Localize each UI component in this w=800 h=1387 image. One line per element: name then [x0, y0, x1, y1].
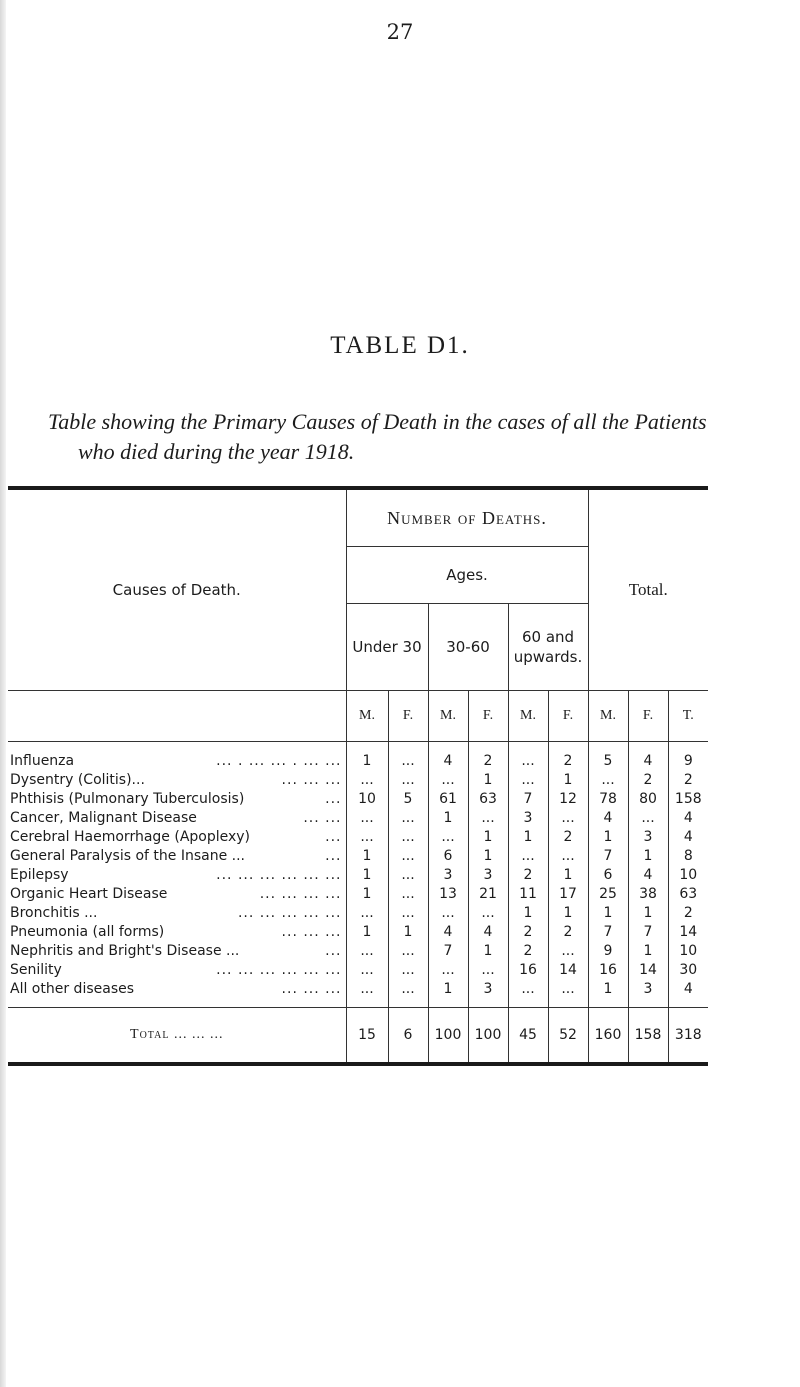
- cause-name: Bronchitis ...: [10, 905, 98, 921]
- value-cell: ...: [548, 980, 588, 1008]
- cause-cell: [8, 790, 346, 809]
- total-dots: ... ...: [191, 1027, 224, 1042]
- value-cell: 1: [468, 942, 508, 961]
- cause-name: Organic Heart Disease: [10, 886, 168, 902]
- cause-cell: [8, 980, 346, 1008]
- value-cell: 4: [468, 923, 508, 942]
- value-cell: ...: [468, 904, 508, 923]
- value-cell: 14: [548, 961, 588, 980]
- value-cell: ...: [388, 885, 428, 904]
- value-cell: 2: [508, 942, 548, 961]
- cause-cell: [8, 771, 346, 790]
- table-bottom-rule: [8, 1062, 708, 1066]
- value-cell: 1: [548, 904, 588, 923]
- cause-line: [10, 885, 346, 904]
- value-cell: ...: [428, 961, 468, 980]
- table-row: [8, 866, 708, 885]
- cause-line: [10, 790, 346, 809]
- value-cell: ...: [508, 771, 548, 790]
- cause-cell: [8, 809, 346, 828]
- table-row: [8, 942, 708, 961]
- deaths-table: [8, 490, 708, 1062]
- value-cell: 1: [428, 809, 468, 828]
- value-cell: 80: [628, 790, 668, 809]
- cause-leader-dots: ... ... ...: [281, 981, 342, 997]
- value-cell: 1: [468, 847, 508, 866]
- table-caption: [48, 407, 788, 467]
- cause-cell: [8, 866, 346, 885]
- value-cell: 1: [346, 847, 388, 866]
- total-value: 318: [668, 1008, 708, 1063]
- value-cell: 14: [679, 924, 698, 940]
- value-cell: 3: [628, 980, 668, 1008]
- cause-line: [10, 752, 346, 771]
- value-cell: 1: [628, 942, 668, 961]
- value-cell: ...: [468, 809, 508, 828]
- cause-leader-dots: ... ... ... ... ...: [237, 905, 342, 921]
- cause-line: [10, 923, 346, 942]
- table-row: [8, 742, 708, 772]
- cause-name: Pneumonia (all forms): [10, 924, 165, 940]
- value-cell: ...: [468, 961, 508, 980]
- value-cell: 3: [468, 980, 508, 1008]
- sex-header-row: [8, 691, 708, 742]
- cause-leader-dots: ... ... ...: [281, 772, 342, 788]
- value-cell: 7: [428, 942, 468, 961]
- header-sex-label: M.: [346, 691, 388, 742]
- cause-line: [10, 847, 346, 866]
- table-row: [8, 923, 708, 942]
- value-cell: 8: [683, 848, 693, 864]
- value-cell: 3: [628, 828, 668, 847]
- value-cell: 13: [428, 885, 468, 904]
- total-value: 158: [628, 1008, 668, 1063]
- cause-line: [10, 828, 346, 847]
- total-value: 6: [388, 1008, 428, 1063]
- header-total: Total.: [628, 580, 668, 599]
- cause-name: Dysentry (Colitis)...: [10, 772, 145, 788]
- value-cell: 11: [508, 885, 548, 904]
- value-cell: 2: [508, 923, 548, 942]
- header-blank-cell: [8, 691, 346, 742]
- value-cell: 1: [628, 904, 668, 923]
- total-value: 160: [588, 1008, 628, 1063]
- table-row: [8, 885, 708, 904]
- value-cell: ...: [588, 771, 628, 790]
- value-cell: 9: [683, 753, 693, 769]
- value-cell: ...: [628, 809, 668, 828]
- value-cell: ...: [346, 904, 388, 923]
- cause-leader-dots: ... ... ... ... ... ...: [216, 867, 342, 883]
- value-cell: ...: [548, 942, 588, 961]
- total-label-cell: [8, 1008, 346, 1063]
- table-row: [8, 809, 708, 828]
- value-cell: 2: [548, 742, 588, 772]
- table-body: [8, 742, 708, 1008]
- table-row: [8, 980, 708, 1008]
- cause-cell: [8, 904, 346, 923]
- value-cell: 2: [628, 771, 668, 790]
- value-cell: 1: [346, 866, 388, 885]
- value-cell: 4: [628, 742, 668, 772]
- header-sex-label: F.: [388, 691, 428, 742]
- value-cell: 1: [508, 828, 548, 847]
- value-cell: 2: [548, 923, 588, 942]
- value-cell: 1: [468, 771, 508, 790]
- value-cell: ...: [388, 847, 428, 866]
- value-cell: ...: [428, 828, 468, 847]
- total-value: 100: [428, 1008, 468, 1063]
- cause-name: Nephritis and Bright's Disease ...: [10, 943, 240, 959]
- header-sex-label: T.: [668, 691, 708, 742]
- value-cell: 38: [628, 885, 668, 904]
- value-cell: ...: [548, 847, 588, 866]
- value-cell: 4: [683, 810, 693, 826]
- value-cell: 9: [588, 942, 628, 961]
- value-cell: 1: [588, 904, 628, 923]
- value-cell: 1: [548, 866, 588, 885]
- value-cell: 158: [674, 791, 702, 807]
- value-cell: ...: [346, 771, 388, 790]
- value-cell: 30: [679, 962, 698, 978]
- cause-name: Senility: [10, 962, 62, 978]
- value-cell: 10: [679, 943, 698, 959]
- value-cell: 1: [428, 980, 468, 1008]
- value-cell: 2: [548, 828, 588, 847]
- value-cell: 1: [588, 828, 628, 847]
- cause-cell: [8, 961, 346, 980]
- value-cell: 12: [548, 790, 588, 809]
- cause-line: [10, 771, 346, 790]
- value-cell: ...: [428, 904, 468, 923]
- cause-name: Cerebral Haemorrhage (Apoplexy): [10, 829, 251, 845]
- value-cell: 7: [628, 923, 668, 942]
- header-ages: Ages.: [346, 547, 588, 604]
- total-value: 52: [548, 1008, 588, 1063]
- value-cell: 3: [428, 866, 468, 885]
- value-cell: 1: [508, 904, 548, 923]
- value-cell: 4: [428, 923, 468, 942]
- value-cell: 4: [588, 809, 628, 828]
- caption-line-2: who died during the year 1918.: [78, 439, 355, 464]
- cause-cell: [8, 942, 346, 961]
- cause-cell: [8, 828, 346, 847]
- value-cell: ...: [346, 828, 388, 847]
- cause-line: [10, 980, 346, 999]
- cause-cell: [8, 742, 346, 772]
- value-cell: 6: [428, 847, 468, 866]
- header-number-of-deaths: Number of Deaths.: [346, 490, 588, 547]
- cause-leader-dots: ...: [325, 848, 342, 864]
- value-cell: 1: [346, 742, 388, 772]
- value-cell: 2: [683, 772, 693, 788]
- value-cell: 16: [588, 961, 628, 980]
- header-age-30-60: 30-60: [428, 604, 508, 691]
- value-cell: ...: [388, 828, 428, 847]
- value-cell: ...: [388, 866, 428, 885]
- cause-name: Influenza: [10, 753, 75, 769]
- cause-leader-dots: ... . ... ... . ... ...: [216, 753, 342, 769]
- value-cell: ...: [508, 742, 548, 772]
- value-cell: 1: [346, 885, 388, 904]
- cause-leader-dots: ... ... ... ...: [259, 886, 342, 902]
- table-row: [8, 904, 708, 923]
- cause-name: General Paralysis of the Insane ...: [10, 848, 245, 864]
- value-cell: 1: [548, 771, 588, 790]
- header-sex-label: M.: [588, 691, 628, 742]
- value-cell: 7: [508, 790, 548, 809]
- value-cell: 1: [628, 847, 668, 866]
- value-cell: 78: [588, 790, 628, 809]
- value-cell: ...: [388, 961, 428, 980]
- cause-line: [10, 809, 346, 828]
- value-cell: ...: [388, 771, 428, 790]
- cause-line: [10, 866, 346, 885]
- value-cell: 2: [683, 905, 693, 921]
- value-cell: 4: [683, 981, 693, 997]
- value-cell: ...: [548, 809, 588, 828]
- value-cell: 14: [628, 961, 668, 980]
- deaths-table-container: [8, 486, 708, 1066]
- value-cell: 17: [548, 885, 588, 904]
- table-row: [8, 847, 708, 866]
- cause-cell: [8, 923, 346, 942]
- cause-name: Epilepsy: [10, 867, 69, 883]
- cause-name: Phthisis (Pulmonary Tuberculosis): [10, 791, 245, 807]
- page-spine-shadow: [0, 0, 6, 1387]
- value-cell: ...: [428, 771, 468, 790]
- value-cell: 10: [679, 867, 698, 883]
- value-cell: 4: [628, 866, 668, 885]
- value-cell: ...: [388, 942, 428, 961]
- header-sex-label: F.: [628, 691, 668, 742]
- header-sex-label: M.: [428, 691, 468, 742]
- value-cell: 1: [468, 828, 508, 847]
- value-cell: 1: [588, 980, 628, 1008]
- value-cell: 21: [468, 885, 508, 904]
- table-row: [8, 828, 708, 847]
- cause-leader-dots: ...: [325, 943, 342, 959]
- value-cell: ...: [346, 980, 388, 1008]
- cause-leader-dots: ... ...: [303, 810, 342, 826]
- value-cell: ...: [388, 742, 428, 772]
- value-cell: 4: [683, 829, 693, 845]
- cause-leader-dots: ...: [325, 791, 342, 807]
- table-row: [8, 771, 708, 790]
- value-cell: 7: [588, 847, 628, 866]
- table-row: [8, 961, 708, 980]
- value-cell: ...: [346, 961, 388, 980]
- total-value: 45: [508, 1008, 548, 1063]
- value-cell: ...: [508, 980, 548, 1008]
- caption-line-1: Table showing the Primary Causes of Death in the cases of all the Patients: [48, 409, 707, 434]
- value-cell: ...: [388, 809, 428, 828]
- cause-cell: [8, 847, 346, 866]
- value-cell: 2: [468, 742, 508, 772]
- header-age-60-upwards: 60 and upwards.: [508, 604, 588, 691]
- value-cell: ...: [508, 847, 548, 866]
- value-cell: 1: [388, 923, 428, 942]
- total-value: 100: [468, 1008, 508, 1063]
- value-cell: 61: [428, 790, 468, 809]
- value-cell: 7: [588, 923, 628, 942]
- value-cell: 63: [679, 886, 698, 902]
- value-cell: ...: [346, 942, 388, 961]
- value-cell: ...: [388, 904, 428, 923]
- value-cell: 3: [508, 809, 548, 828]
- value-cell: 25: [588, 885, 628, 904]
- total-label: Total ...: [130, 1027, 188, 1042]
- page-number: 27: [386, 20, 414, 44]
- header-sex-label: M.: [508, 691, 548, 742]
- value-cell: 1: [346, 923, 388, 942]
- value-cell: 16: [508, 961, 548, 980]
- cause-line: [10, 961, 346, 980]
- header-sex-label: F.: [548, 691, 588, 742]
- header-age-under-30: Under 30: [346, 604, 428, 691]
- value-cell: 6: [588, 866, 628, 885]
- total-row: [8, 1008, 708, 1063]
- cause-leader-dots: ... ... ... ... ... ...: [216, 962, 342, 978]
- total-value: 15: [346, 1008, 388, 1063]
- value-cell: 10: [346, 790, 388, 809]
- cause-line: [10, 904, 346, 923]
- value-cell: 5: [588, 742, 628, 772]
- header-causes: Causes of Death.: [8, 490, 346, 691]
- value-cell: ...: [346, 809, 388, 828]
- value-cell: 2: [508, 866, 548, 885]
- cause-name: All other diseases: [10, 981, 135, 997]
- cause-name: Cancer, Malignant Disease: [10, 810, 197, 826]
- value-cell: 4: [428, 742, 468, 772]
- table-row: [8, 790, 708, 809]
- cause-leader-dots: ...: [325, 829, 342, 845]
- table-header: [8, 490, 708, 742]
- cause-line: [10, 942, 346, 961]
- value-cell: 63: [468, 790, 508, 809]
- value-cell: 3: [468, 866, 508, 885]
- header-sex-label: F.: [468, 691, 508, 742]
- table-footer: [8, 1008, 708, 1063]
- cause-leader-dots: ... ... ...: [281, 924, 342, 940]
- table-title: TABLE D1.: [330, 332, 470, 359]
- cause-cell: [8, 885, 346, 904]
- value-cell: 5: [388, 790, 428, 809]
- value-cell: ...: [388, 980, 428, 1008]
